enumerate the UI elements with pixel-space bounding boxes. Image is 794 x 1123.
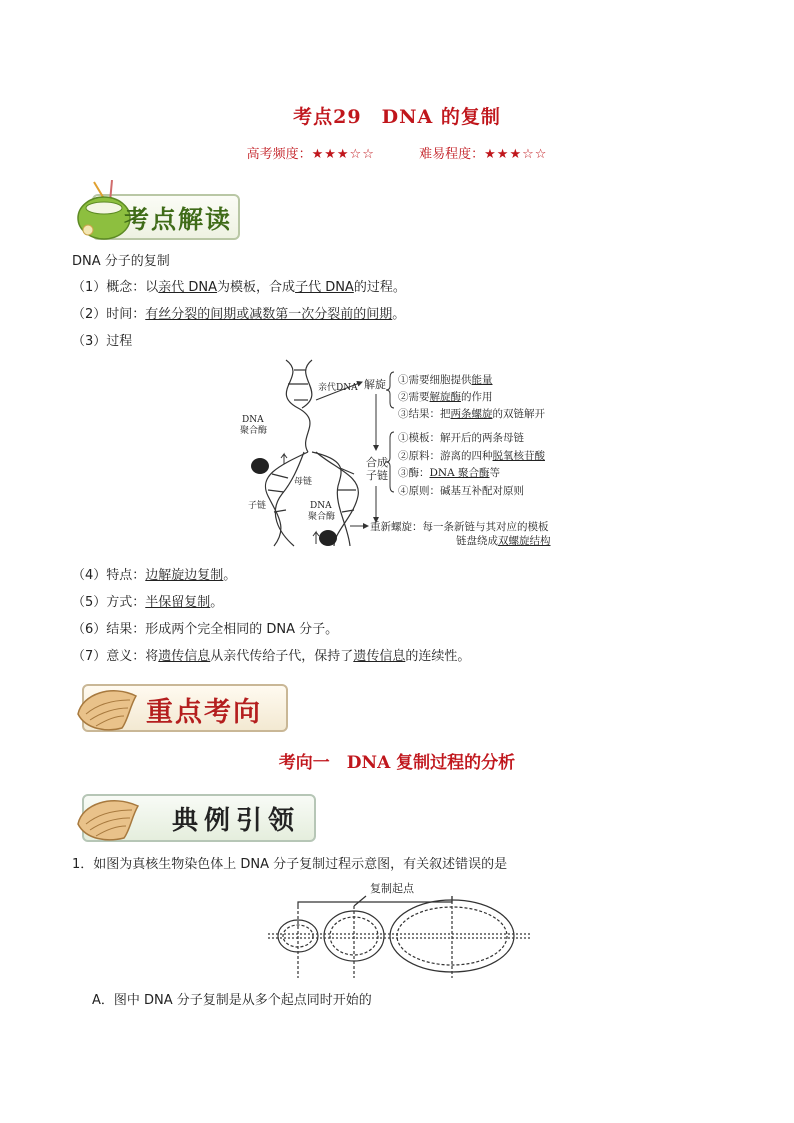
- unwind-points: [398, 372, 545, 423]
- item-text: 。: [392, 307, 406, 322]
- banner-dianli: [72, 786, 318, 844]
- difficulty-stars: ★★★☆☆: [484, 147, 548, 162]
- frequency-stars: ★★★☆☆: [311, 147, 375, 162]
- ratings-row: [0, 143, 794, 162]
- page-title: 考点29 DNA 的复制: [293, 106, 501, 128]
- unwind-point: ②需要解旋酶的作用: [398, 391, 493, 403]
- shell-icon: [72, 680, 142, 734]
- label-replication-origin: 复制起点: [370, 882, 414, 895]
- synthesis-point: ③酶：DNA 聚合酶等: [398, 467, 501, 479]
- item-text: （2）时间：: [72, 307, 146, 322]
- banner-kaodian-text: 考点解读: [124, 205, 233, 234]
- banner-zhongdian: [72, 678, 290, 734]
- item-text: 的过程。: [353, 280, 406, 295]
- rewind-line2-underline: 双螺旋结构: [498, 535, 551, 547]
- unwind-point: ③结果：把两条螺旋的双链解开: [398, 408, 545, 420]
- synthesis-points: [398, 430, 545, 500]
- label-polymerase-2b: 聚合酶: [308, 512, 336, 522]
- item-feature: （4）特点：边解旋边复制。: [72, 568, 237, 583]
- option-a[interactable]: A．图中 DNA 分子复制是从多个起点同时开始的: [92, 993, 372, 1008]
- rewind-label: 重新螺旋：: [370, 521, 423, 533]
- rewind-line2: 链盘绕成: [456, 535, 498, 547]
- rewind-text: [370, 520, 551, 548]
- synthesis-point: ②原料：游离的四种脱氧核苷酸: [398, 449, 545, 462]
- item-process: （3）过程: [72, 334, 133, 349]
- item-result: （6）结果：形成两个完全相同的 DNA 分子。: [72, 622, 339, 637]
- banner-dianli-text: 典例引领: [172, 806, 301, 836]
- item-mode: （5）方式：半保留复制。: [72, 595, 224, 610]
- label-synthesis-2: 子链: [366, 469, 388, 482]
- item-text: （1）概念：以: [72, 280, 159, 295]
- label-polymerase-2: DNA: [310, 501, 332, 511]
- label-synthesis-1: 合成: [366, 456, 388, 469]
- polymerase-blob: [319, 530, 337, 546]
- synthesis-point: ①模板：解开后的两条母链: [398, 432, 524, 444]
- subheading: 考向一 DNA 复制过程的分析: [278, 753, 516, 773]
- question-text: 1．如图为真核生物染色体上 DNA 分子复制过程示意图，有关叙述错误的是: [72, 857, 508, 872]
- item-meaning: （7）意义：将遗传信息从亲代传给子代，保持了遗传信息的连续性。: [72, 649, 471, 664]
- item-underline: 亲代 DNA: [158, 280, 218, 295]
- banner-kaodian: [72, 180, 232, 242]
- frequency-label: 高考频度：: [246, 147, 312, 162]
- label-daughter-strand: 子链: [248, 501, 267, 511]
- section-heading: DNA 分子的复制: [72, 254, 170, 269]
- label-unwind: 解旋: [364, 378, 386, 391]
- rewind-line1: 每一条新链与其对应的模板: [422, 521, 549, 533]
- difficulty-label: 难易程度：: [419, 147, 485, 162]
- item-concept: [72, 280, 406, 296]
- replication-bubbles-figure: [266, 878, 532, 982]
- item-underline: 有丝分裂的间期或减数第一次分裂前的间期: [145, 307, 393, 322]
- item-underline: 子代 DNA: [295, 280, 354, 295]
- item-time: [72, 307, 405, 323]
- banner-zhongdian-text: 重点考向: [146, 697, 262, 728]
- unwind-point: ①需要细胞提供能量: [398, 374, 493, 386]
- label-polymerase-1b: 聚合酶: [240, 426, 268, 436]
- shell-icon: [72, 790, 148, 844]
- label-polymerase-1: DNA: [242, 415, 264, 425]
- label-parent-dna: 亲代DNA: [318, 383, 358, 393]
- item-text: 为模板，合成: [217, 280, 296, 295]
- label-mother-strand: 母链: [294, 477, 313, 487]
- synthesis-point: ④原则：碱基互补配对原则: [398, 484, 524, 497]
- polymerase-blob: [251, 458, 269, 474]
